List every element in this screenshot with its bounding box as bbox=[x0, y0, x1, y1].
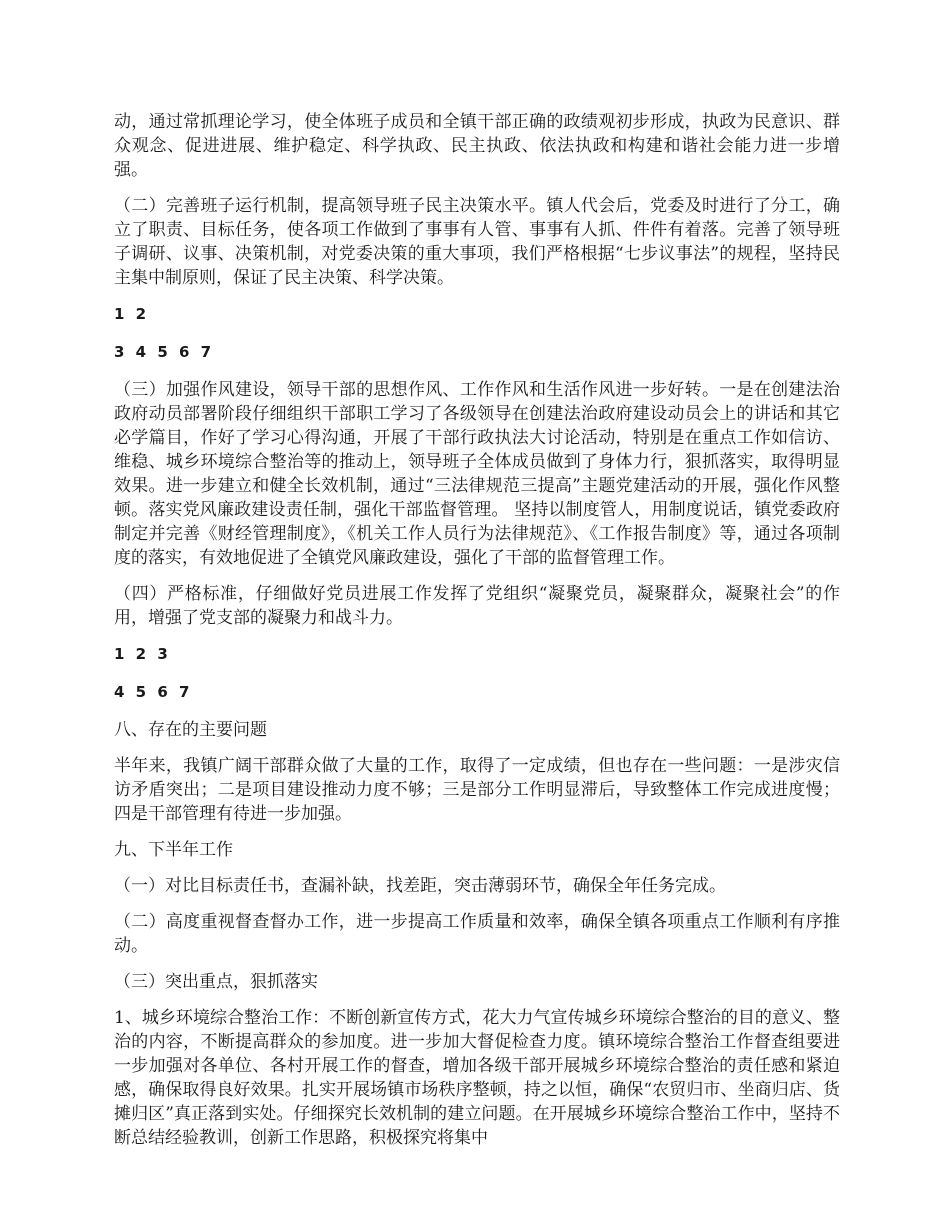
paragraph-political-awareness: 动，通过常抓理论学习，使全体班子成员和全镇干部正确的政绩观初步形成，执政为民意识、群众观念、促进进展、维护稳定、科学执政、民主执政、依法执政和构建和谐社会能力进一步增强。 bbox=[114, 112, 840, 180]
page-number-row: 4 5 6 7 bbox=[114, 683, 193, 701]
paragraph-supervision: （二）高度重视督查督办工作，进一步提高工作质量和效率，确保全镇各项重点工作顺利有序推动。 bbox=[114, 912, 840, 956]
paragraph-team-mechanism: （二）完善班子运行机制，提高领导班子民主决策水平。镇人代会后，党委及时进行了分工，确立了职责、目标任务，使各项工作做到了事事有人管、事事有人抓、件件有着落。完善了领导班子调研、议事、决策机制，对党委决策的重大事项，我们严格根据“七步议事法”的规程，坚持民主集中制原则，保证了民主决策、科学决策。 bbox=[114, 196, 840, 288]
paragraph-problems: 半年来，我镇广阔干部群众做了大量的工作，取得了一定成绩，但也存在一些问题：一是涉灾信访矛盾突出；二是项目建设推动力度不够；三是部分工作明显滞后，导致整体工作完成进度慢；四是干部管理有待进一步加强。 bbox=[114, 756, 840, 824]
section-heading-second-half: 九、下半年工作 bbox=[114, 840, 233, 860]
paragraph-party-members: （四）严格标准，仔细做好党员进展工作发挥了党组织“凝聚党员，凝聚群众，凝聚社会”的作用，增强了党支部的凝聚力和战斗力。 bbox=[114, 584, 840, 628]
paragraph-target-check: （一）对比目标责任书，查漏补缺，找差距，突击薄弱环节，确保全年任务完成。 bbox=[114, 876, 726, 896]
page-number-row: 3 4 5 6 7 bbox=[114, 343, 215, 361]
paragraph-environment: 1、城乡环境综合整治工作：不断创新宣传方式，花大力气宣传城乡环境综合整治的目的意义、整治的内容，不断提高群众的参加度。进一步加大督促检查力度。镇环境综合整治工作督查组要进一步加强对各单位、各村开展工作的督查，增加各级干部开展城乡环境综合整治的责任感和紧迫感，确保取得良好效果。扎实开展场镇市场秩序整顿，持之以恒，确保“农贸归市、坐商归店、货摊归区”真正落到实处。仔细探究长效机制的建立问题。在开展城乡环境综合整治工作中，坚持不断总结经验教训，创新工作思路，积极探究将集中 bbox=[114, 1008, 840, 1148]
document-body bbox=[114, 110, 840, 1162]
page-number-row: 1 2 3 bbox=[114, 645, 171, 663]
section-heading-problems: 八、存在的主要问题 bbox=[114, 720, 267, 740]
paragraph-key-focus: （三）突出重点，狠抓落实 bbox=[114, 972, 318, 992]
paragraph-work-style: （三）加强作风建设，领导干部的思想作风、工作作风和生活作风进一步好转。一是在创建法治政府动员部署阶段仔细组织干部职工学习了各级领导在创建法治政府建设动员会上的讲话和其它必学篇目，作好了学习心得沟通，开展了干部行政执法大讨论活动，特别是在重点工作如信访、维稳、城乡环境综合整治等的推动上，领导班子全体成员做到了身体力行，狠抓落实，取得明显效果。进一步建立和健全长效机制，通过“三法律规范三提高”主题党建活动的开展，强化作风整顿。落实党风廉政建设责任制，强化干部监督管理。 坚持以制度管人，用制度说话，镇党委政府制定并完善《财经管理制度》，《机关工作人员行为法律规范》、《工作报告制度》等，通过各项制度的落实，有效地促进了全镇党风廉政建设，强化了干部的监督管理工作。 bbox=[114, 380, 840, 568]
page-number-row: 1 2 bbox=[114, 305, 150, 323]
